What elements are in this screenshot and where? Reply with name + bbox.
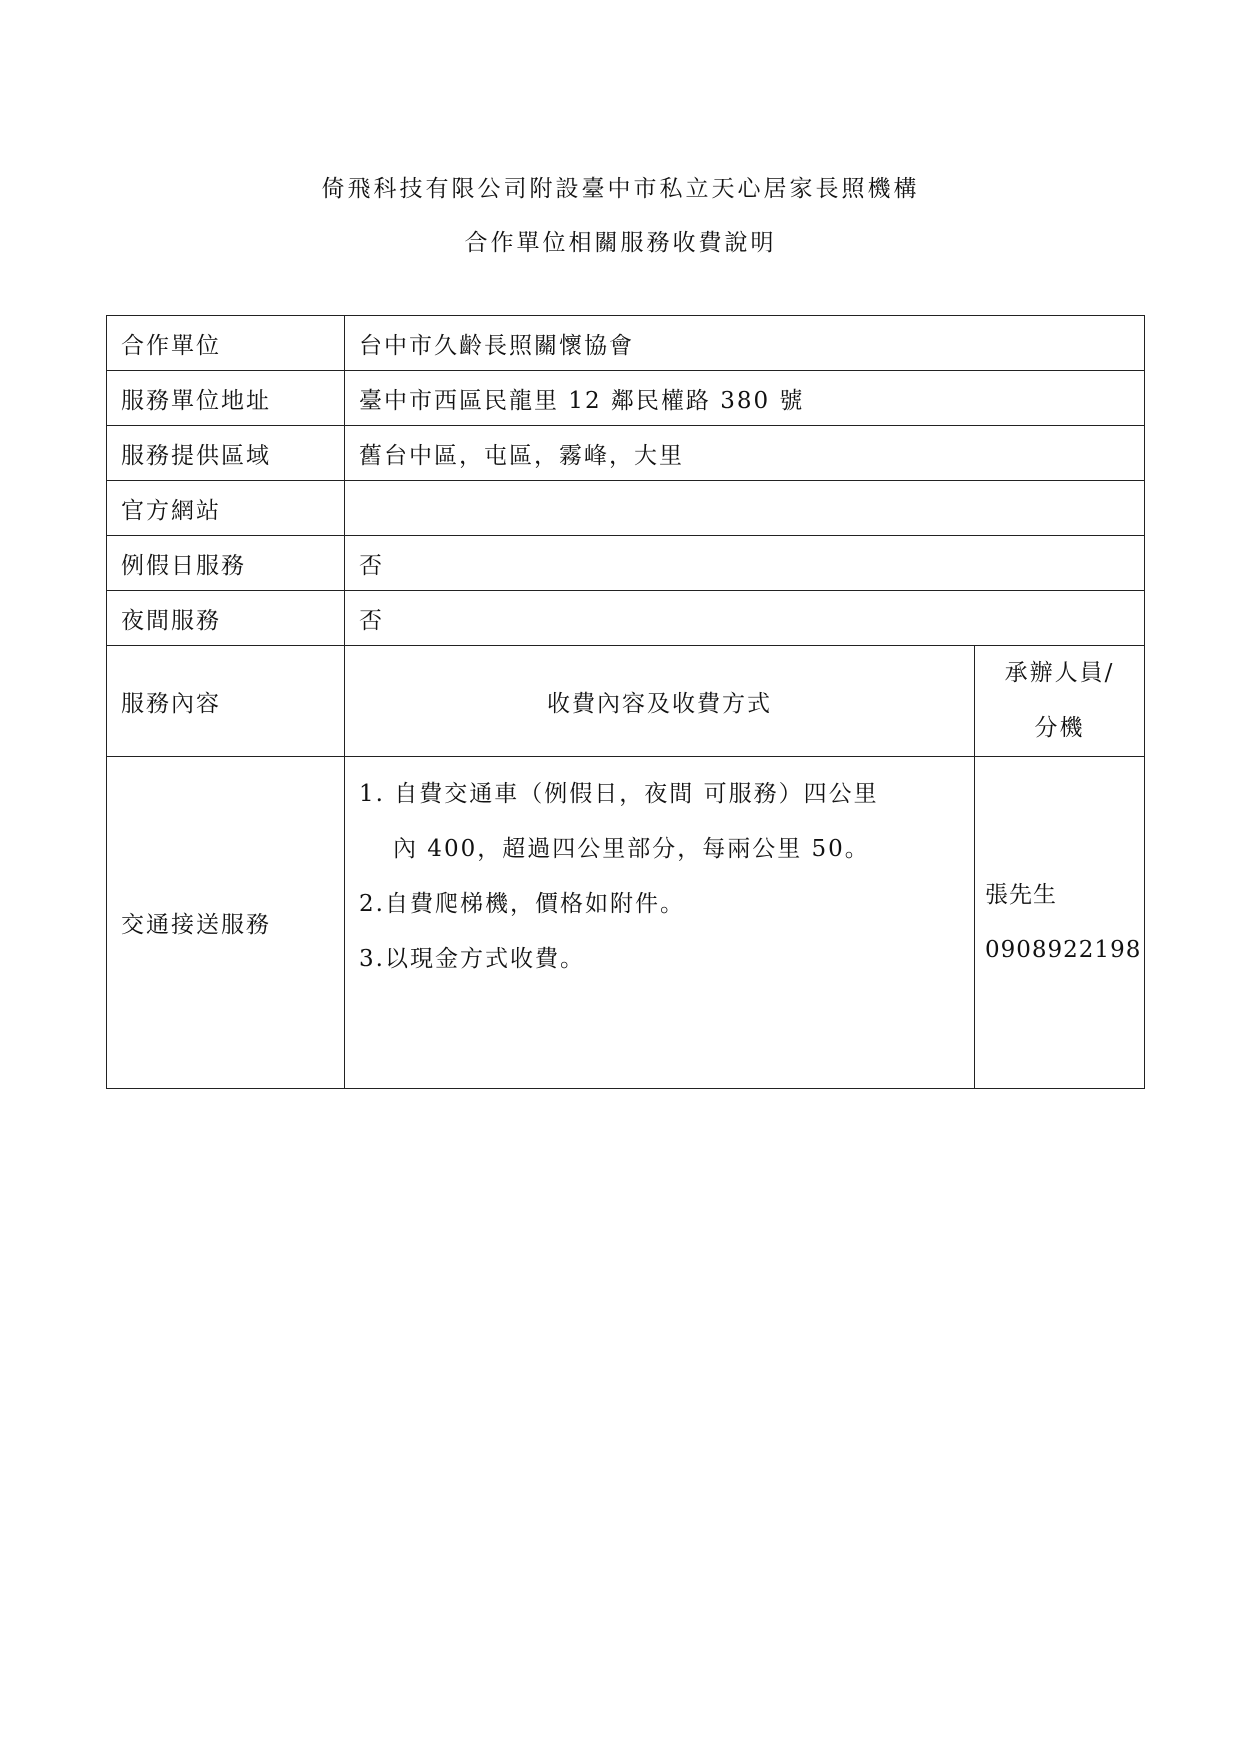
service-name: 交通接送服務 [107,757,345,1089]
fee-item-line: 內 400，超過四公里部分，每兩公里 50。 [393,836,870,862]
info-label: 官方網站 [107,481,345,536]
service-header-row [107,646,1145,757]
info-value: 臺中市西區民龍里 12 鄰民權路 380 號 [345,371,1145,426]
info-row-service-area [107,426,1145,481]
contact-header-line-2: 分機 [1034,715,1085,741]
fee-item: 3.以現金方式收費。 [359,946,585,972]
info-label: 服務提供區域 [107,426,345,481]
info-value [345,481,1145,536]
info-row-address [107,371,1145,426]
fee-column-header: 收費內容及收費方式 [345,646,975,757]
info-label: 服務單位地址 [107,371,345,426]
info-label: 合作單位 [107,316,345,371]
service-row-transport [107,757,1145,1089]
info-row-night-service [107,591,1145,646]
service-column-header: 服務內容 [107,646,345,757]
info-value: 否 [345,591,1145,646]
contact-details [975,757,1145,1089]
info-row-website [107,481,1145,536]
document-title: 倚飛科技有限公司附設臺中市私立天心居家長照機構 [321,176,920,202]
contact-name: 張先生 [985,881,1057,908]
fee-item: 2.自費爬梯機，價格如附件。 [359,891,685,917]
info-label: 夜間服務 [107,591,345,646]
info-value: 舊台中區，屯區，霧峰，大里 [345,426,1145,481]
fee-item [359,767,960,877]
fee-details [345,757,975,1089]
fee-item-line: 1. 自費交通車（例假日，夜間 可服務）四公里 [359,781,879,807]
info-row-holiday-service [107,536,1145,591]
service-info-table [106,315,1145,1089]
info-value: 台中市久齡長照關懷協會 [345,316,1145,371]
document-subtitle: 合作單位相關服務收費說明 [464,230,777,256]
info-label: 例假日服務 [107,536,345,591]
fee-list [359,767,960,987]
contact-phone: 0908922198 [985,936,1142,963]
contact-header-line-1: 承辦人員/ [1004,660,1115,686]
info-row-partner [107,316,1145,371]
info-value: 否 [345,536,1145,591]
contact-column-header [975,646,1145,757]
